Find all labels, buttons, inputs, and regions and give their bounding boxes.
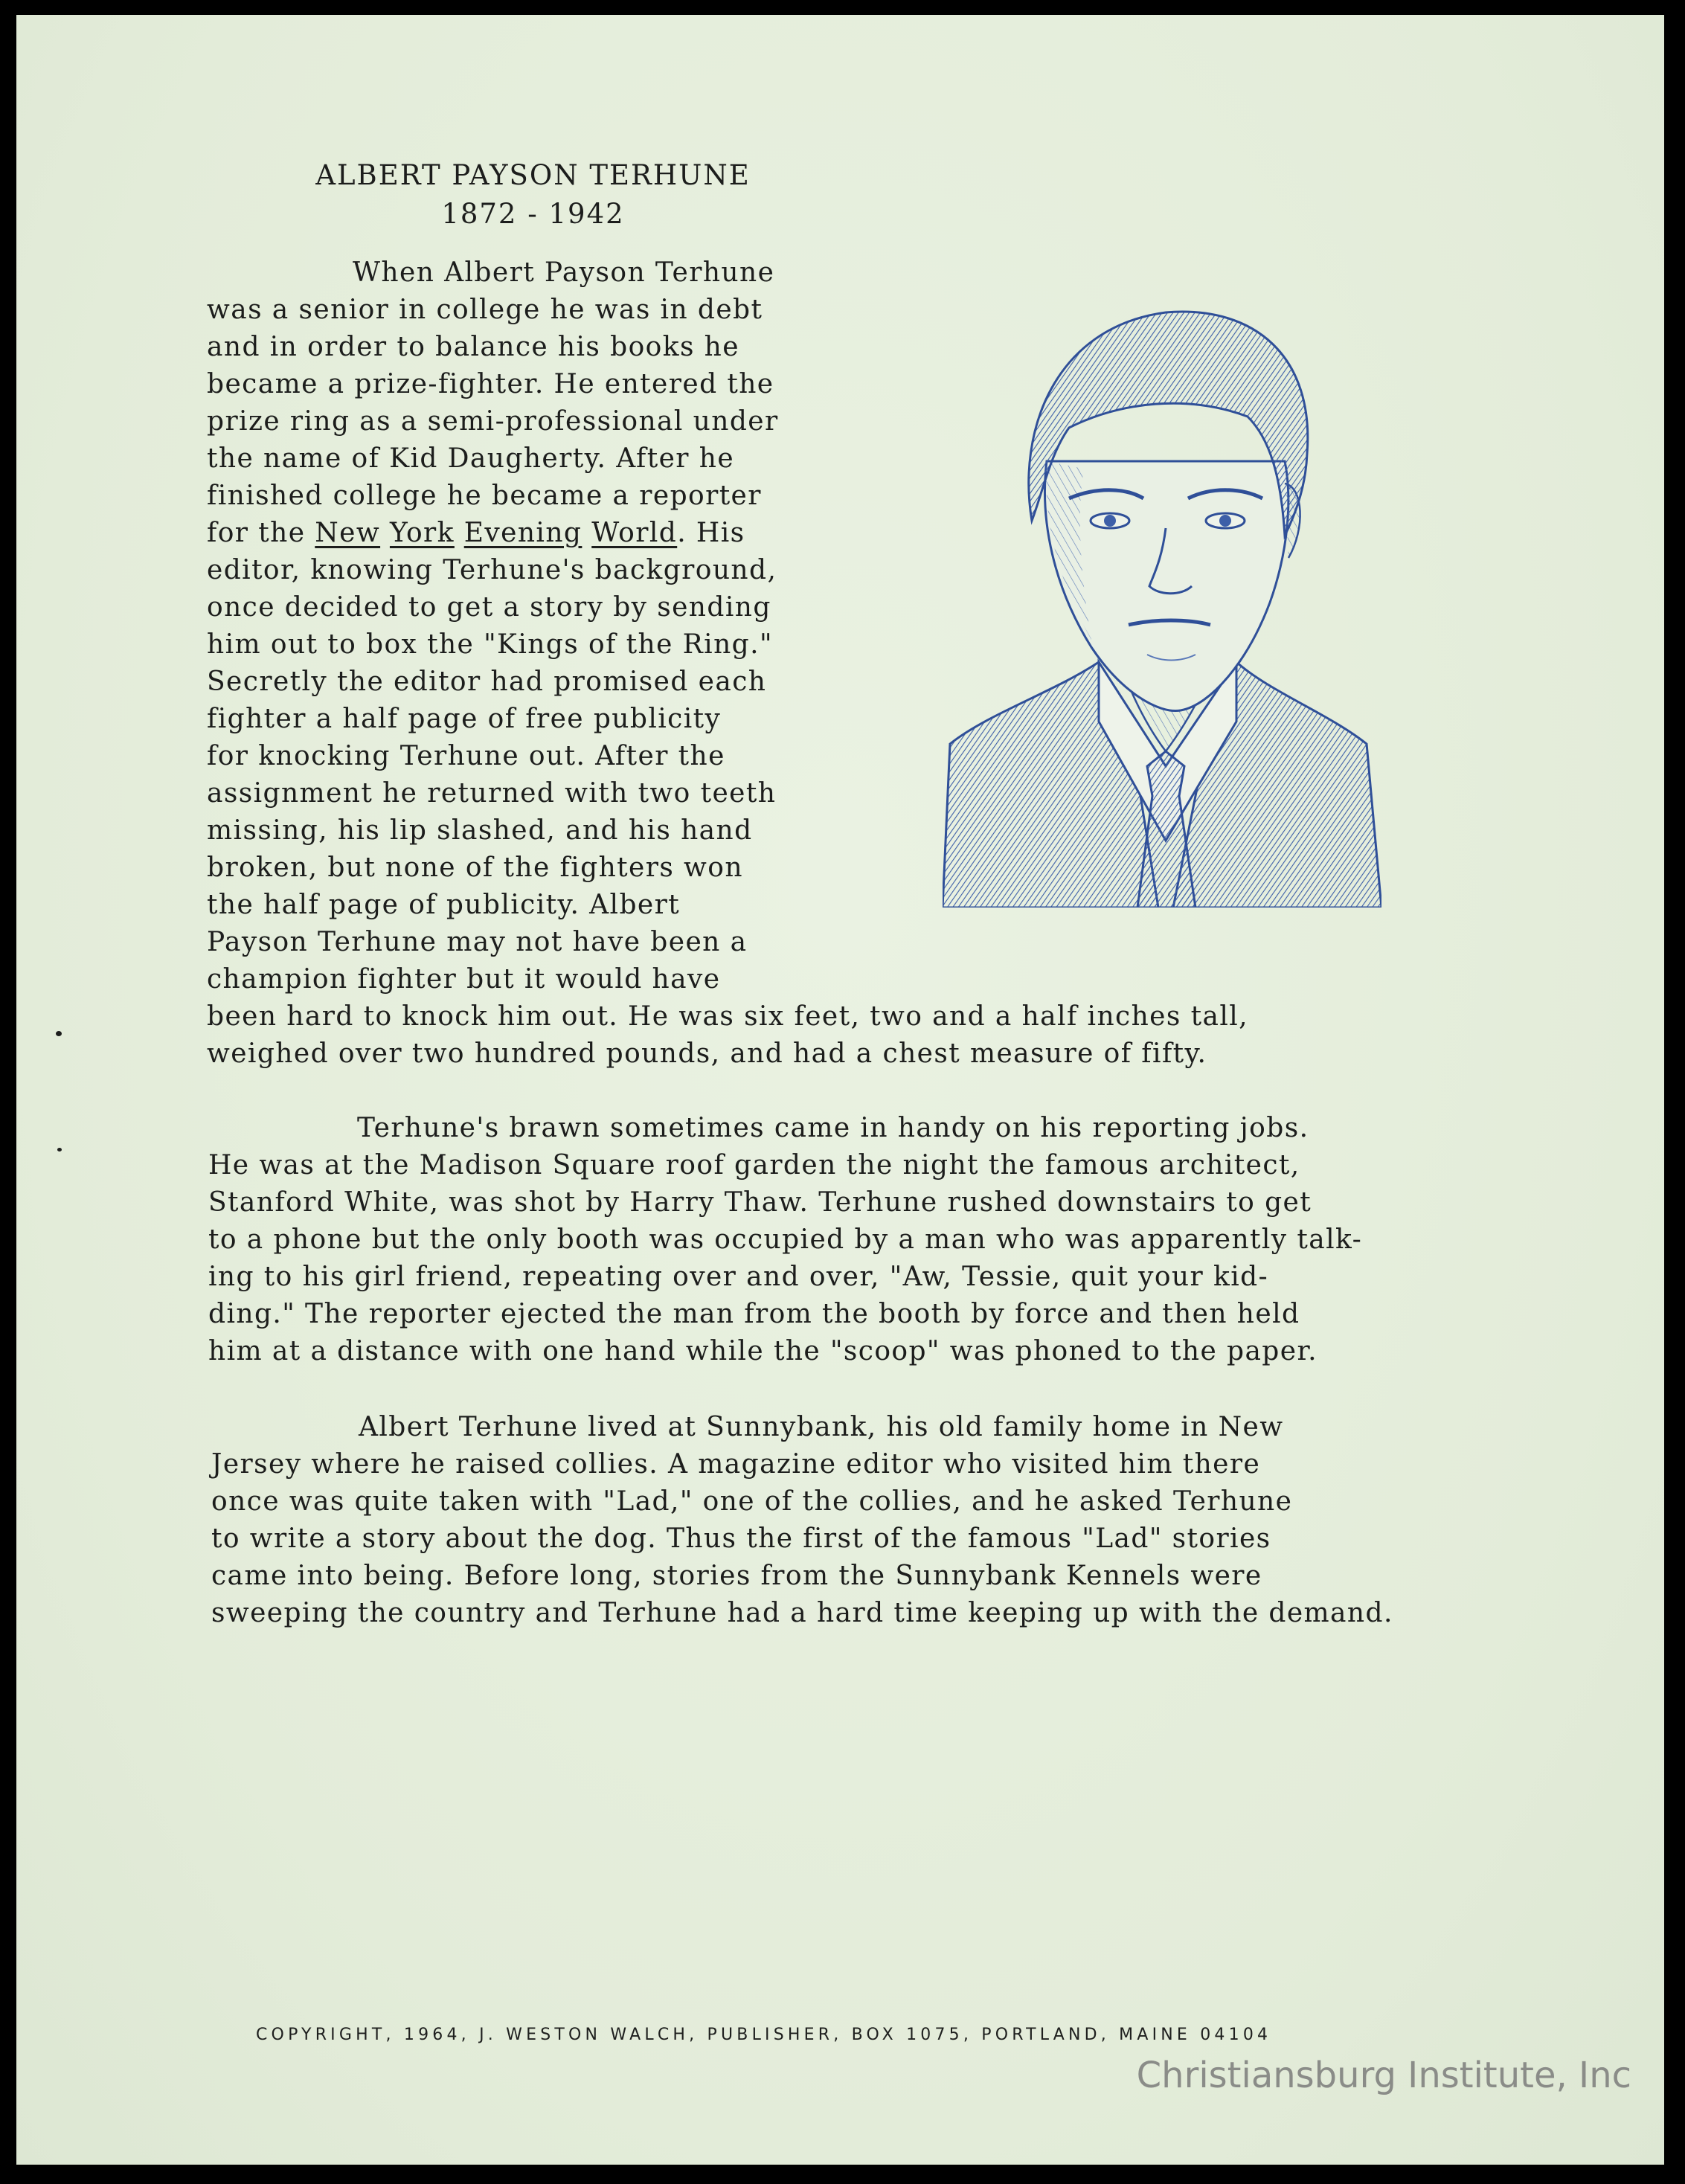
text-line: Payson Terhune may not have been a <box>207 927 748 957</box>
copyright-footer: COPYRIGHT, 1964, J. WESTON WALCH, PUBLISHER, BOX 1075, PORTLAND, MAINE 04104 <box>256 2026 1272 2044</box>
text-line: to write a story about the dog. Thus the first of the famous "Lad" stories <box>211 1523 1271 1554</box>
author-name: ALBERT PAYSON TERHUNE <box>315 159 751 191</box>
document-page <box>16 15 1664 2165</box>
text-line: Jersey where he raised collies. A magazine editor who visited him there <box>211 1449 1261 1480</box>
jacket <box>943 662 1158 908</box>
text-line: When Albert Payson Terhune <box>353 257 775 288</box>
text-line: became a prize-fighter. He entered the <box>207 369 774 399</box>
document-title <box>293 156 773 234</box>
text-line: came into being. Before long, stories from the Sunnybank Kennels were <box>211 1561 1262 1591</box>
text-line: ding." The reporter ejected the man from the booth by force and then held <box>208 1299 1300 1329</box>
newspaper-title-word: York <box>389 518 455 548</box>
text-line: once was quite taken with "Lad," one of the collies, and he asked Terhune <box>211 1486 1293 1517</box>
iris <box>1104 515 1116 527</box>
text-line: sweeping the country and Terhune had a hard time keeping up with the demand. <box>211 1598 1393 1628</box>
scan-speck <box>57 1148 62 1152</box>
text-line: broken, but none of the fighters won <box>207 852 743 883</box>
line-prefix: for the <box>207 518 315 548</box>
text-line: He was at the Madison Square roof garden the night the famous architect, <box>208 1150 1300 1181</box>
text-line: Terhune's brawn sometimes came in handy on his reporting jobs. <box>357 1113 1309 1143</box>
text-line: was a senior in college he was in debt <box>207 295 763 325</box>
text-line: and in order to balance his books he <box>207 332 739 362</box>
text-line: fighter a half page of free publicity <box>207 704 722 734</box>
line-suffix: . His <box>677 518 745 548</box>
text-line: weighed over two hundred pounds, and had a chest measure of fifty. <box>207 1038 1207 1069</box>
newspaper-title-word: New <box>315 518 381 548</box>
text-line: been hard to knock him out. He was six feet, two and a half inches tall, <box>207 1001 1248 1032</box>
text-line: ing to his girl friend, repeating over and over, "Aw, Tessie, quit your kid- <box>208 1262 1269 1292</box>
newspaper-title-word: Evening <box>463 518 582 548</box>
text-line: him out to box the "Kings of the Ring." <box>207 629 773 660</box>
text-line: champion fighter but it would have <box>207 964 721 995</box>
text-line: prize ring as a semi-professional under <box>207 406 779 437</box>
newspaper-title-word: World <box>591 518 678 548</box>
watermark-text: Christiansburg Institute, Inc <box>1136 2055 1631 2096</box>
author-dates: 1872 - 1942 <box>441 198 625 230</box>
text-line: editor, knowing Terhune's background, <box>207 555 777 585</box>
text-line: finished college he became a reporter <box>207 481 762 511</box>
text-line: Stanford White, was shot by Harry Thaw. Terhune rushed downstairs to get <box>208 1187 1312 1218</box>
text-line: Secretly the editor had promised each <box>207 667 767 697</box>
text-line-newspaper <box>207 515 745 552</box>
text-line: assignment he returned with two teeth <box>207 778 777 809</box>
portrait-sketch <box>943 275 1381 908</box>
text-line: for knocking Terhune out. After the <box>207 741 725 771</box>
text-line: to a phone but the only booth was occupied by a man who was apparently talk- <box>208 1224 1363 1255</box>
text-line: missing, his lip slashed, and his hand <box>207 815 753 846</box>
text-line: the half page of publicity. Albert <box>207 890 681 920</box>
text-line: once decided to get a story by sending <box>207 592 771 623</box>
text-line: the name of Kid Daugherty. After he <box>207 443 735 474</box>
text-line: Albert Terhune lived at Sunnybank, his old family home in New <box>359 1412 1284 1442</box>
iris <box>1219 515 1231 527</box>
text-line: him at a distance with one hand while the "scoop" was phoned to the paper. <box>208 1336 1317 1366</box>
scan-speck <box>56 1031 62 1036</box>
